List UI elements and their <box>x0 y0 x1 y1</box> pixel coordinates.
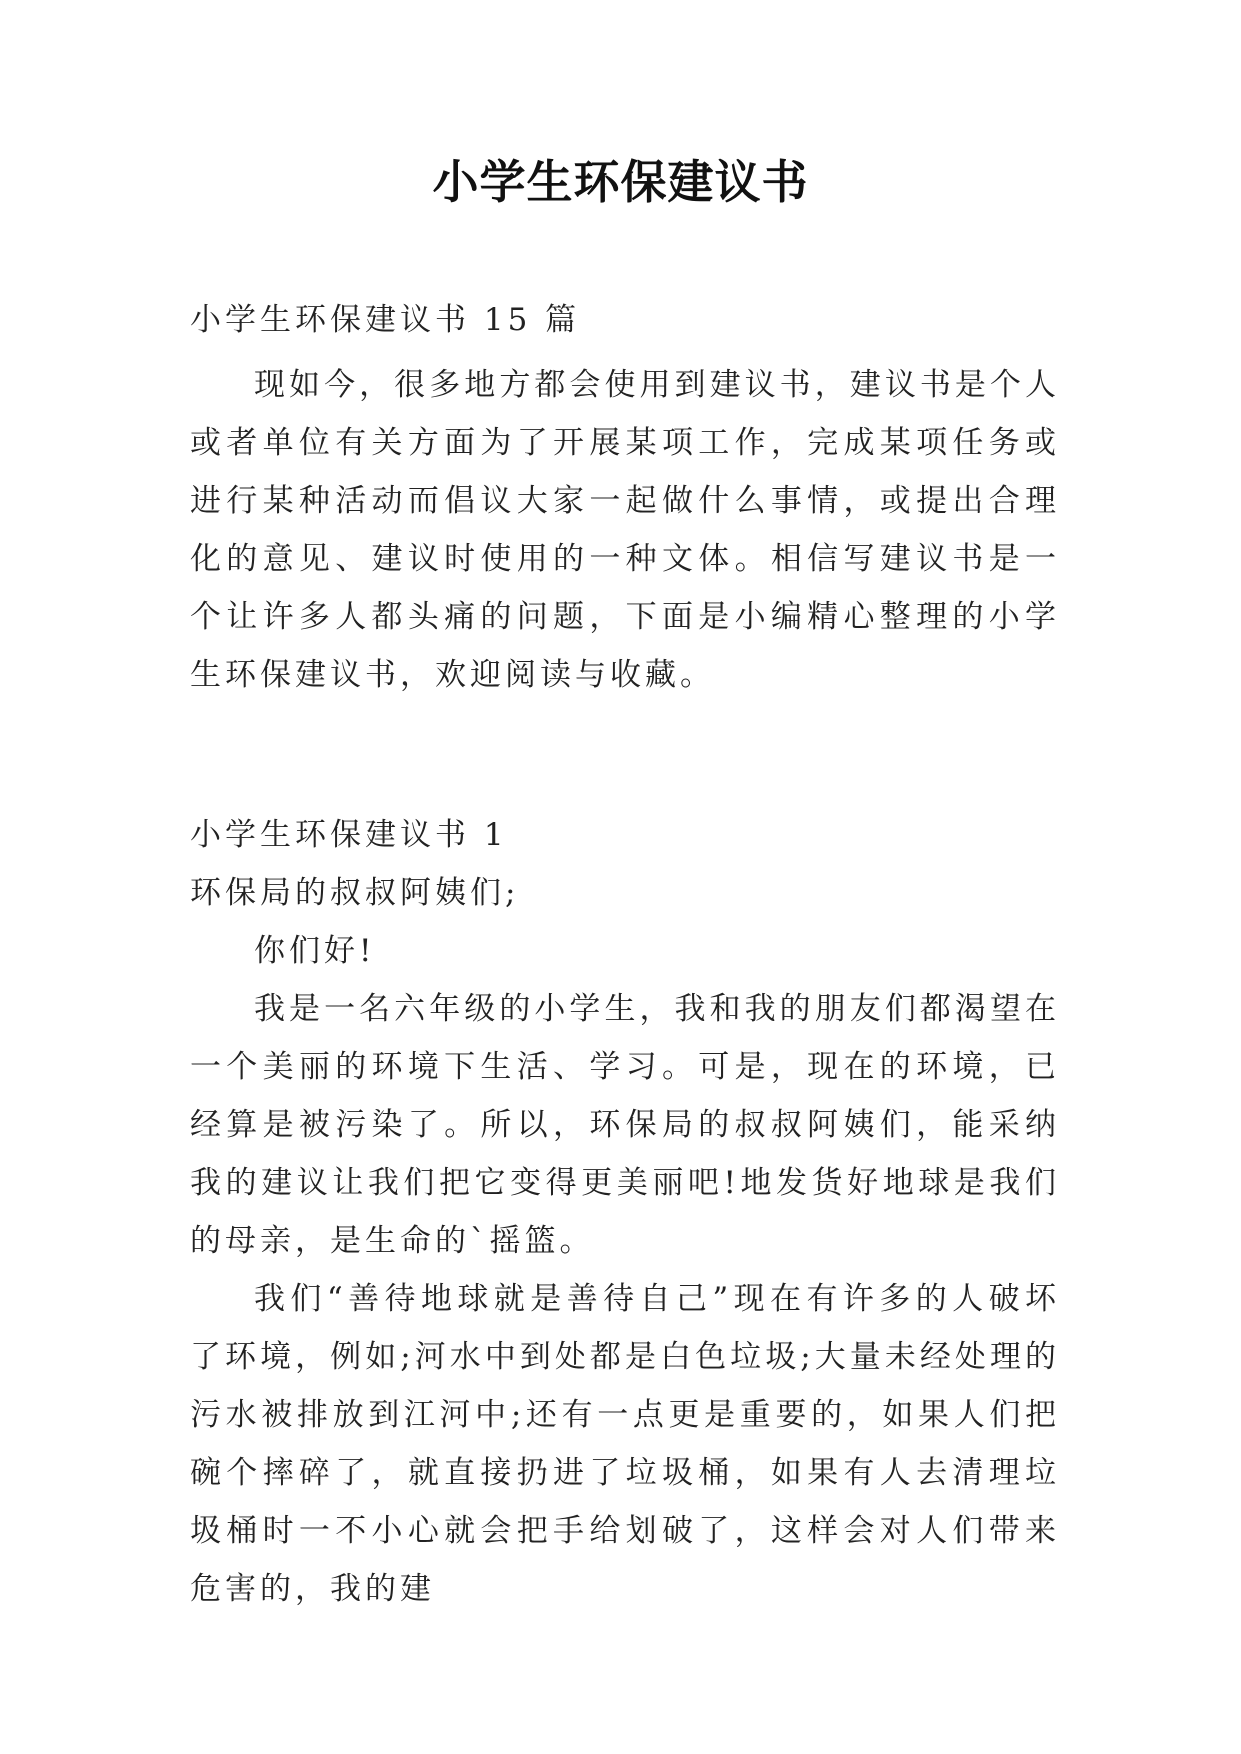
body-paragraph-2: 我们“善待地球就是善待自己”现在有许多的人破坏了环境，例如;河水中到处都是白色垃圾;大量未经处理的污水被排放到江河中;还有一点更是重要的，如果人们把碗个摔碎了，就直接扔进了垃圾桶，如果有人去清理垃圾桶时一不小心就会把手给划破了，这样会对人们带来危害的，我的建 <box>190 1281 1060 1607</box>
section-heading: 小学生环保建议书 1 <box>190 817 508 853</box>
body-paragraph-1: 我是一名六年级的小学生，我和我的朋友们都渴望在一个美丽的环境下生活、学习。可是，现在的环境，已经算是被污染了。所以，环保局的叔叔阿姨们，能采纳我的建议让我们把它变得更美丽吧!地发货好地球是我们的母亲，是生命的`摇篮。 <box>190 991 1060 1259</box>
greeting: 你们好! <box>254 933 376 969</box>
salutation: 环保局的叔叔阿姨们; <box>190 875 520 911</box>
document-subtitle: 小学生环保建议书 15 篇 <box>190 302 581 338</box>
intro-paragraph: 现如今，很多地方都会使用到建议书，建议书是个人或者单位有关方面为了开展某项工作，完成某项任务或进行某种活动而倡议大家一起做什么事情，或提出合理化的意见、建议时使用的一种文体。相信写建议书是一个让许多人都头痛的问题，下面是小编精心整理的小学生环保建议书，欢迎阅读与收藏。 <box>190 367 1060 693</box>
document-title: 小学生环保建议书 <box>432 155 809 209</box>
